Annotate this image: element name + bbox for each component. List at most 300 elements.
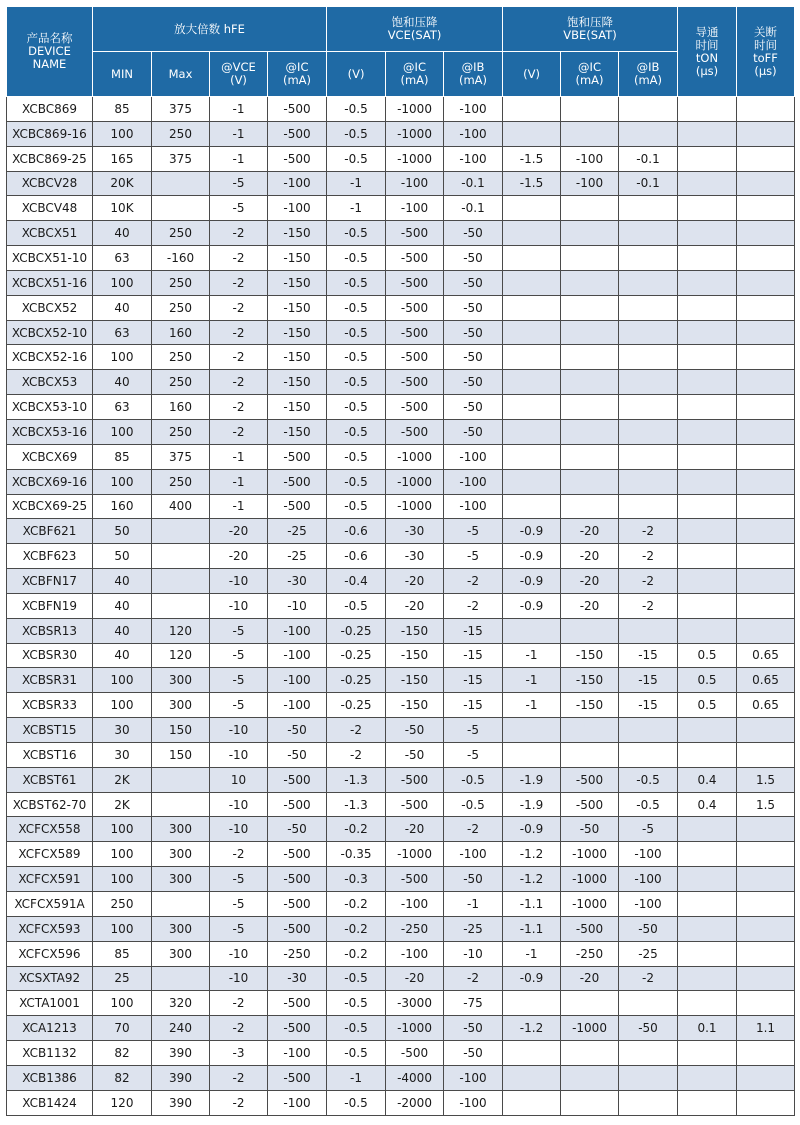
table-cell [678,246,737,271]
table-cell [152,767,210,792]
table-cell: 390 [152,1065,210,1090]
table-cell: 30 [93,742,152,767]
table-cell [737,320,795,345]
table-cell [152,171,210,196]
table-cell: 300 [152,867,210,892]
table-cell [737,916,795,941]
table-cell: -500 [268,916,327,941]
table-cell [737,817,795,842]
table-cell: -3 [210,1041,268,1066]
table-cell: -0.5 [444,767,503,792]
table-cell: -50 [444,395,503,420]
table-cell: 63 [93,395,152,420]
table-cell: -1 [210,469,268,494]
table-cell [561,1090,619,1115]
table-cell: -50 [444,320,503,345]
table-cell: -1.2 [503,867,561,892]
table-cell: -50 [386,718,444,743]
table-cell: -0.5 [327,444,386,469]
table-cell: -0.5 [327,246,386,271]
table-cell: -250 [386,916,444,941]
table-cell: 82 [93,1041,152,1066]
table-cell: -100 [268,171,327,196]
table-row [7,1065,795,1090]
sub-header-row [7,52,795,97]
table-cell [503,196,561,221]
table-cell: -2 [444,817,503,842]
sub-header-line: (mA) [400,73,429,87]
table-cell: -100 [444,1065,503,1090]
sub-header-line: @IB [461,60,485,74]
table-cell: -0.5 [327,97,386,122]
sub-header-cell [327,52,386,97]
table-cell: 100 [93,916,152,941]
table-cell: 100 [93,668,152,693]
table-cell: 82 [93,1065,152,1090]
table-cell: -500 [268,1016,327,1041]
table-cell: -500 [268,494,327,519]
sub-header-cell [619,52,678,97]
table-cell: -1000 [561,842,619,867]
table-cell: -100 [386,892,444,917]
table-row [7,693,795,718]
table-cell: -0.25 [327,643,386,668]
table-cell: -1 [503,693,561,718]
table-cell: -50 [444,419,503,444]
table-cell: 165 [93,146,152,171]
table-cell: -500 [386,419,444,444]
table-cell [503,370,561,395]
table-cell [678,991,737,1016]
table-cell: 100 [93,817,152,842]
table-cell: -500 [386,1041,444,1066]
table-cell: -25 [268,544,327,569]
table-cell: -50 [386,742,444,767]
table-cell [619,270,678,295]
table-cell: 10 [210,767,268,792]
table-cell: -1 [210,444,268,469]
table-cell: -2 [619,544,678,569]
table-cell: -500 [386,345,444,370]
table-cell: 1.1 [737,1016,795,1041]
table-row [7,1041,795,1066]
table-cell: -2 [619,569,678,594]
table-cell: 300 [152,916,210,941]
table-row [7,320,795,345]
vbe-group-line: 饱和压降 [567,15,614,29]
table-cell [152,966,210,991]
device-name-cell: XCBCX53-16 [7,419,93,444]
table-cell: -10 [210,792,268,817]
table-cell: 30 [93,718,152,743]
table-cell: -50 [444,270,503,295]
table-row [7,569,795,594]
table-cell [619,196,678,221]
table-cell [152,593,210,618]
table-cell: -100 [444,121,503,146]
table-row [7,419,795,444]
table-cell: -0.5 [327,1041,386,1066]
table-row [7,469,795,494]
table-cell: -0.2 [327,817,386,842]
table-cell: 100 [93,121,152,146]
table-cell: -100 [444,842,503,867]
table-cell: 300 [152,668,210,693]
sub-header-line: (mA) [282,73,312,87]
table-cell [619,370,678,395]
device-name-cell: XCBCX51-16 [7,270,93,295]
vce-group-line: VCE(SAT) [387,28,442,42]
device-name-cell: XCBCX52-16 [7,345,93,370]
device-name-cell: XCBF621 [7,519,93,544]
table-cell [678,121,737,146]
table-cell: -150 [268,246,327,271]
table-cell [737,892,795,917]
table-cell: -2 [210,395,268,420]
table-cell: -2 [210,419,268,444]
table-cell: -0.5 [327,494,386,519]
device-name-cell: XCBCV48 [7,196,93,221]
device-name-cell: XCFCX591 [7,867,93,892]
table-cell: -0.5 [327,295,386,320]
table-cell [561,221,619,246]
device-name-cell: XCBCX51-10 [7,246,93,271]
table-row [7,97,795,122]
table-cell: 10K [93,196,152,221]
table-cell: -2 [210,246,268,271]
table-cell: 0.65 [737,643,795,668]
table-cell: -5 [444,519,503,544]
table-cell [152,544,210,569]
vce-group-line: 饱和压降 [391,15,438,29]
table-cell: 20K [93,171,152,196]
sub-header-line: (V) [347,66,365,81]
table-cell [503,221,561,246]
device-name-cell: XCBST62-70 [7,792,93,817]
device-name-cell: XCBCX69-16 [7,469,93,494]
table-cell [678,469,737,494]
table-cell: -150 [268,270,327,295]
table-cell: -500 [268,867,327,892]
table-cell: -20 [386,569,444,594]
sub-header-line: (V) [523,66,540,81]
device-name-cell: XCBCX52-10 [7,320,93,345]
table-cell: -50 [444,370,503,395]
table-cell: -0.9 [503,519,561,544]
table-cell: 100 [93,270,152,295]
table-cell: 40 [93,618,152,643]
device-name-cell: XCBFN17 [7,569,93,594]
table-cell [503,419,561,444]
table-cell: -0.5 [327,320,386,345]
table-cell: -4000 [386,1065,444,1090]
table-cell [737,544,795,569]
table-cell: -1000 [386,444,444,469]
table-cell: -100 [268,668,327,693]
table-row [7,916,795,941]
table-cell [503,246,561,271]
table-cell [619,494,678,519]
table-cell [152,569,210,594]
table-cell [561,469,619,494]
table-cell: -500 [268,1065,327,1090]
table-cell: 0.5 [678,668,737,693]
table-cell: -1 [210,494,268,519]
table-cell: -1000 [386,97,444,122]
table-cell [737,270,795,295]
table-cell [561,618,619,643]
device-name-cell: XCBCX51 [7,221,93,246]
table-cell: -0.35 [327,842,386,867]
table-cell: 50 [93,544,152,569]
table-cell: 1.5 [737,792,795,817]
table-cell: -1 [503,643,561,668]
table-cell [737,991,795,1016]
table-cell [503,494,561,519]
device-name-cell: XCB1386 [7,1065,93,1090]
table-cell: -5 [210,693,268,718]
table-cell: -0.5 [327,345,386,370]
table-cell [678,842,737,867]
table-cell: -100 [268,643,327,668]
table-cell [678,742,737,767]
table-cell: -0.1 [619,171,678,196]
table-cell: -20 [386,966,444,991]
table-cell: -2 [210,1016,268,1041]
table-cell [737,1065,795,1090]
table-cell: -1 [327,196,386,221]
table-cell: -150 [386,618,444,643]
table-cell: 250 [152,469,210,494]
table-cell: -500 [268,792,327,817]
table-cell [503,97,561,122]
table-cell [619,1065,678,1090]
table-cell: -5 [210,196,268,221]
table-cell [678,370,737,395]
table-cell: -150 [268,320,327,345]
table-cell: -20 [561,966,619,991]
table-cell [619,991,678,1016]
table-cell: -50 [561,817,619,842]
table-cell: 100 [93,419,152,444]
device-name-header [7,7,93,97]
table-cell: -1.9 [503,792,561,817]
table-cell: -5 [210,618,268,643]
table-cell: 160 [152,395,210,420]
device-name-cell: XCBSR31 [7,668,93,693]
device-name-cell: XCB1132 [7,1041,93,1066]
table-cell: 40 [93,295,152,320]
table-cell [619,1090,678,1115]
table-cell: -2 [210,345,268,370]
table-cell: -500 [268,97,327,122]
ton-header-line: (μs) [695,63,719,78]
table-cell: -25 [444,916,503,941]
table-cell: -0.5 [327,593,386,618]
table-cell [737,419,795,444]
table-cell [737,519,795,544]
table-cell: -20 [561,544,619,569]
table-cell [152,792,210,817]
table-row [7,718,795,743]
table-cell: 120 [152,618,210,643]
table-cell: -0.6 [327,519,386,544]
table-cell [678,345,737,370]
sub-header-line: (V) [230,73,247,87]
table-cell: -0.5 [327,270,386,295]
table-row [7,544,795,569]
table-cell: -0.4 [327,569,386,594]
table-cell [737,171,795,196]
table-cell [678,966,737,991]
table-cell: 250 [152,345,210,370]
table-cell: -160 [152,246,210,271]
table-cell [678,544,737,569]
table-cell: -50 [619,916,678,941]
table-cell [678,419,737,444]
table-cell: -20 [210,544,268,569]
table-cell: 85 [93,97,152,122]
table-cell [503,1041,561,1066]
table-cell: -1 [503,668,561,693]
table-cell: -2 [210,1090,268,1115]
table-cell: -5 [210,668,268,693]
table-cell: -5 [444,718,503,743]
table-cell [561,270,619,295]
sub-header-line: @IC [578,60,601,74]
table-row [7,867,795,892]
table-cell: -100 [268,618,327,643]
device-name-cell: XCB1424 [7,1090,93,1115]
table-cell: -250 [561,941,619,966]
table-cell: -500 [386,792,444,817]
table-cell [678,320,737,345]
sub-header-line: @VCE [221,60,256,74]
table-cell [619,1041,678,1066]
table-cell [619,395,678,420]
table-cell: -20 [386,593,444,618]
table-cell [152,519,210,544]
table-cell [737,842,795,867]
table-cell: -100 [386,941,444,966]
table-cell: -1.1 [503,892,561,917]
device-header-line: DEVICE [28,44,71,58]
ton-header-line: tON [695,50,719,65]
table-cell: -0.5 [327,146,386,171]
vbe-group-line: VBE(SAT) [563,28,617,42]
table-cell [678,593,737,618]
hfe-group-header: 放大倍数 hFE [93,7,327,52]
table-cell: -20 [561,519,619,544]
table-cell [619,718,678,743]
table-cell: -500 [561,767,619,792]
table-cell: -2 [210,320,268,345]
table-cell: -5 [444,544,503,569]
table-cell: -10 [444,941,503,966]
table-cell: -2 [210,370,268,395]
sub-header-line: Max [168,66,193,81]
table-cell: -3000 [386,991,444,1016]
table-cell: 63 [93,320,152,345]
sub-header-cell [561,52,619,97]
table-cell: -10 [210,742,268,767]
table-cell: -100 [268,196,327,221]
table-cell [561,295,619,320]
table-cell: -0.25 [327,668,386,693]
table-cell: -10 [210,966,268,991]
table-cell: 120 [152,643,210,668]
table-cell: 63 [93,246,152,271]
table-cell: 100 [93,991,152,1016]
table-cell [561,246,619,271]
table-cell: -30 [386,519,444,544]
table-cell: 40 [93,370,152,395]
table-row [7,767,795,792]
table-cell [619,121,678,146]
device-name-cell: XCBCX53-10 [7,395,93,420]
table-cell: 0.5 [678,643,737,668]
table-cell: 0.4 [678,767,737,792]
table-cell: 0.65 [737,693,795,718]
table-cell: -0.2 [327,916,386,941]
table-cell [503,121,561,146]
table-cell: 240 [152,1016,210,1041]
device-name-cell: XCBCX69-25 [7,494,93,519]
table-cell: -150 [561,643,619,668]
table-cell: -2 [210,991,268,1016]
table-cell: -0.5 [327,370,386,395]
table-cell: -500 [386,370,444,395]
device-name-cell: XCA1213 [7,1016,93,1041]
table-cell [737,1090,795,1115]
table-cell: -0.25 [327,693,386,718]
table-cell: -1.9 [503,767,561,792]
table-cell [678,1090,737,1115]
table-cell: -100 [619,842,678,867]
table-cell [737,221,795,246]
table-cell: -10 [268,593,327,618]
table-cell: -1 [210,146,268,171]
table-cell: -1.5 [503,171,561,196]
table-row [7,842,795,867]
table-cell [152,196,210,221]
table-cell: -0.9 [503,817,561,842]
table-cell: -250 [268,941,327,966]
table-cell [737,295,795,320]
table-cell [561,370,619,395]
sub-header-cell [93,52,152,97]
table-cell: -20 [561,569,619,594]
table-cell: -150 [268,221,327,246]
table-cell [503,320,561,345]
table-cell: -1.5 [503,146,561,171]
device-name-cell: XCBSR33 [7,693,93,718]
table-row [7,221,795,246]
table-cell [152,892,210,917]
table-cell: 390 [152,1041,210,1066]
table-row [7,171,795,196]
table-cell [561,718,619,743]
table-cell [503,395,561,420]
table-cell [503,991,561,1016]
vce-sat-group-header [327,7,503,52]
table-row [7,668,795,693]
table-cell: -50 [444,867,503,892]
device-header-line: NAME [32,57,67,71]
table-cell: -0.6 [327,544,386,569]
table-row [7,295,795,320]
table-cell [678,916,737,941]
